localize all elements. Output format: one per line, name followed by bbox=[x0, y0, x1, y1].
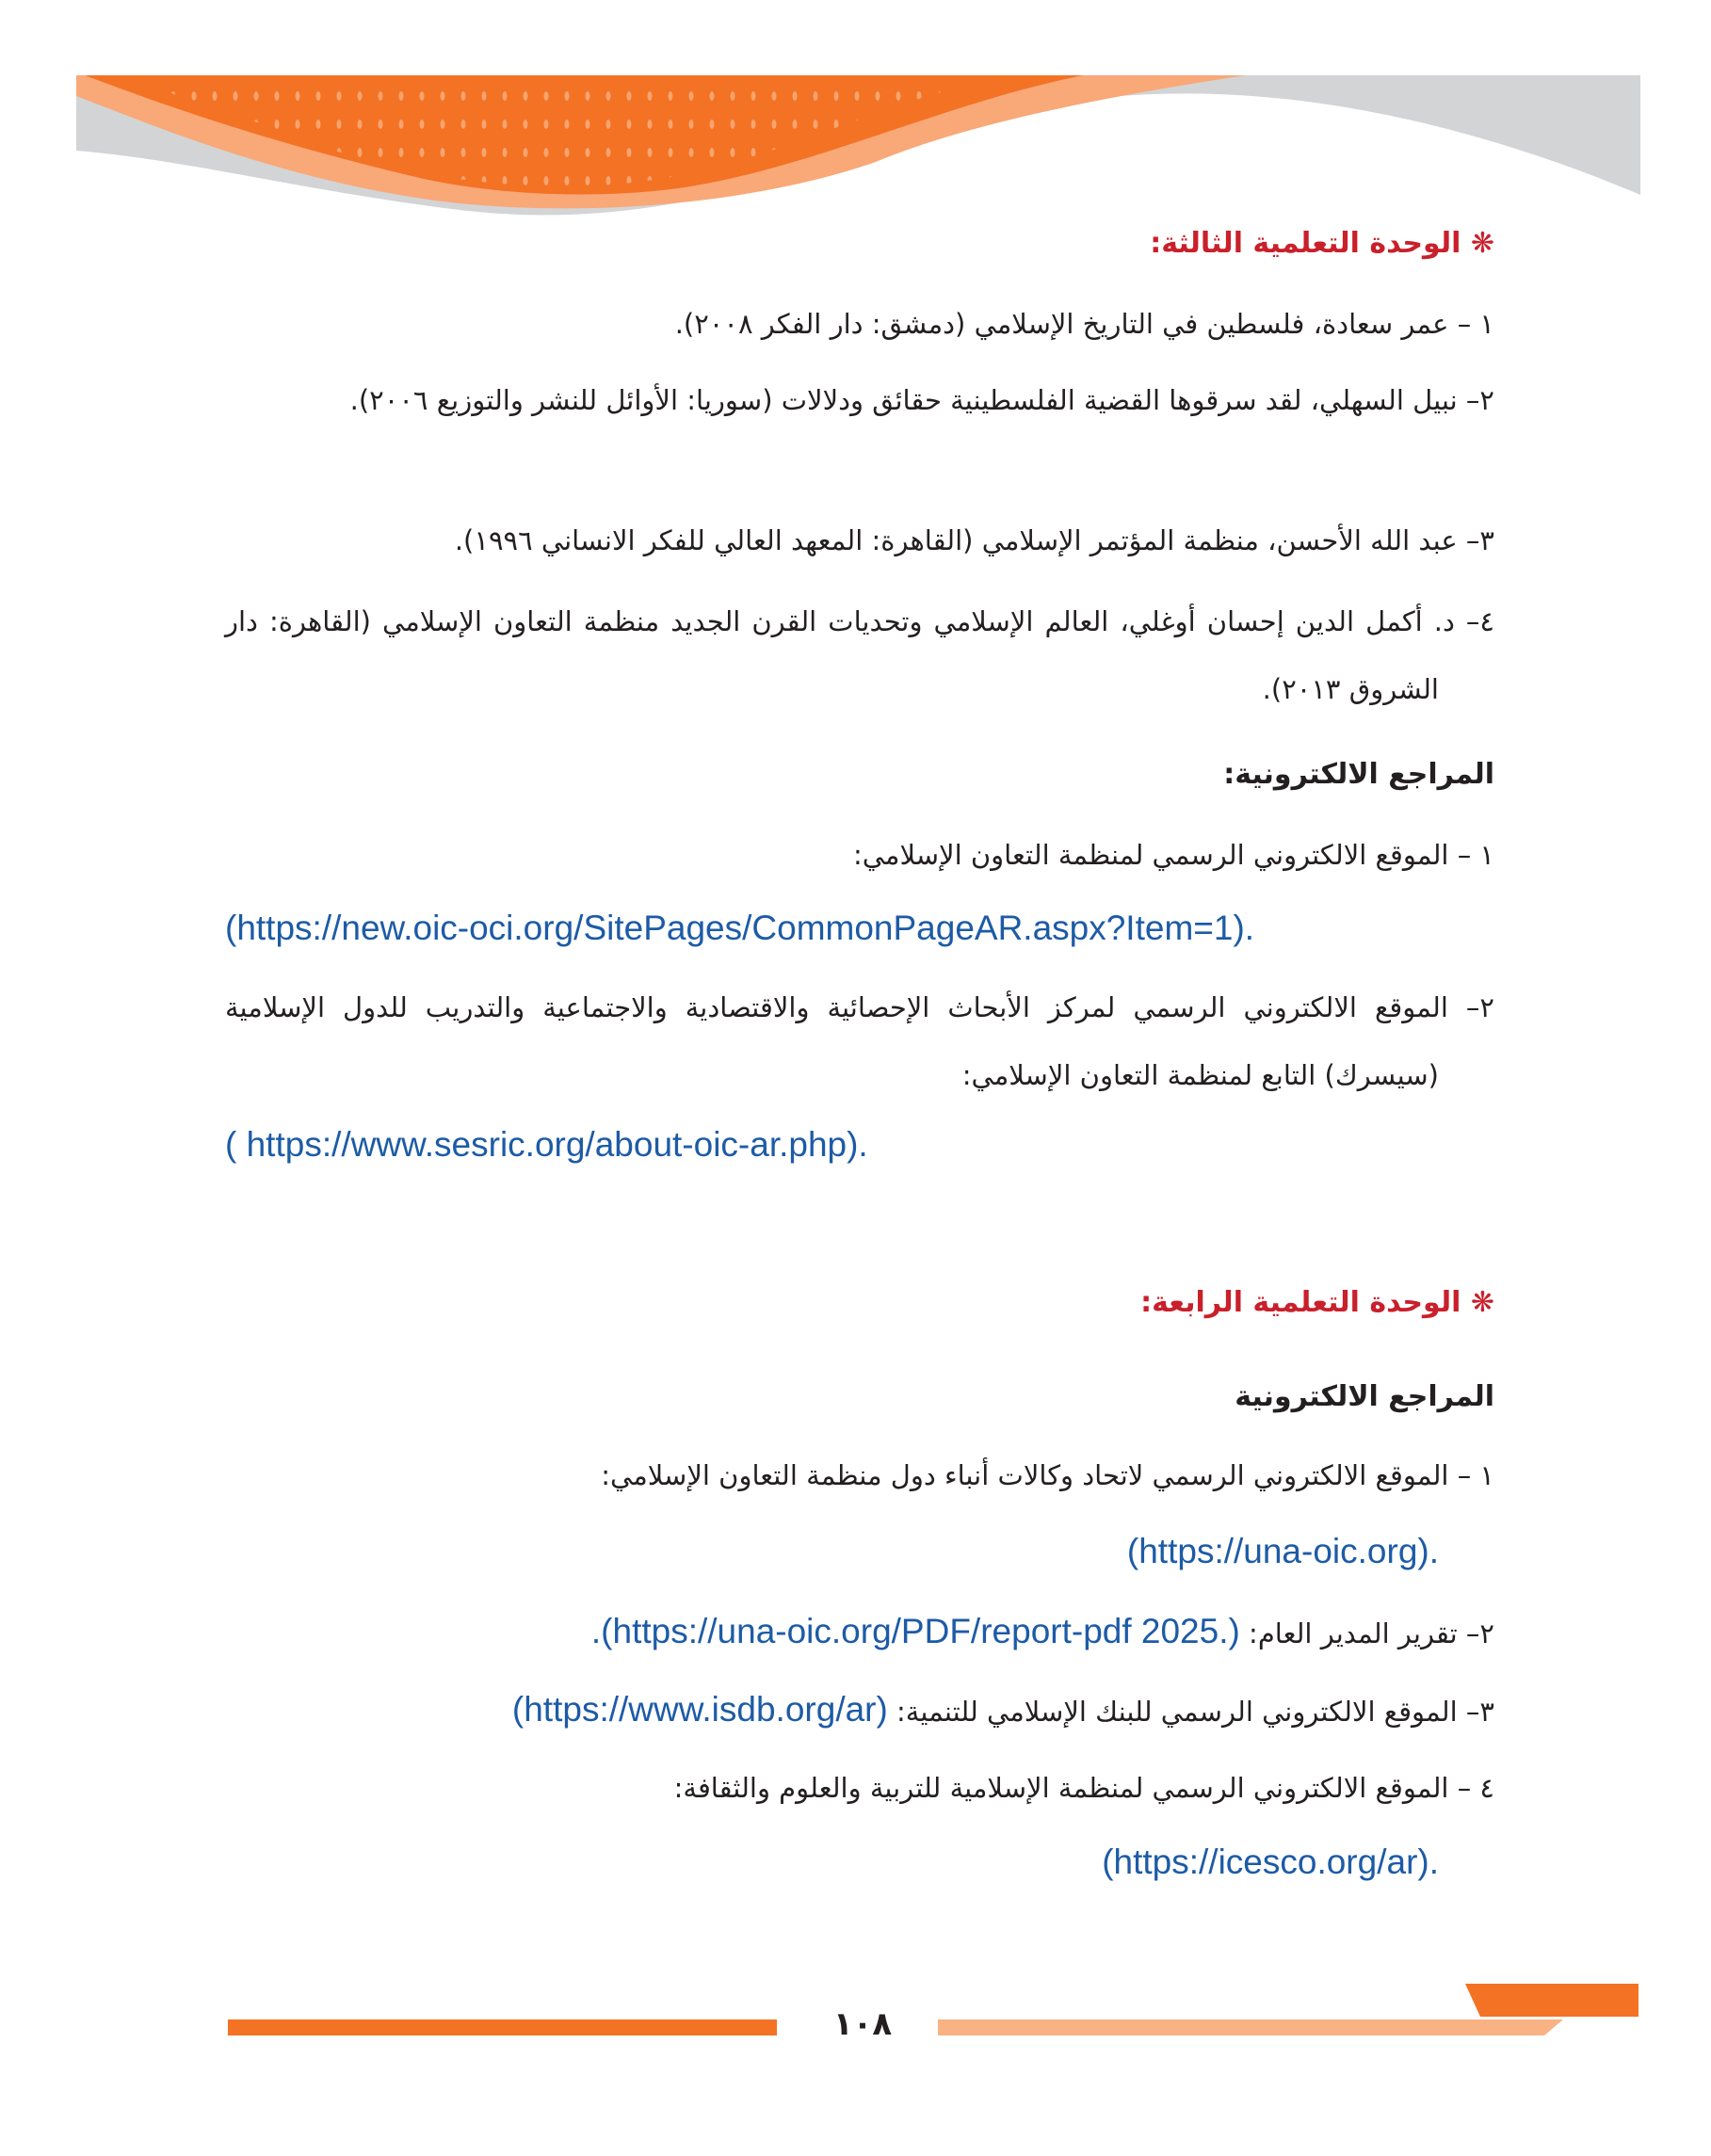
unit4-electronic-3-text: ٣– الموقع الالكتروني الرسمي للبنك الإسلامي للتنمية: bbox=[896, 1696, 1494, 1728]
isdb-link[interactable]: (https://www.isdb.org/ar) bbox=[511, 1690, 888, 1729]
page-number: ١٠٨ bbox=[832, 2005, 893, 2043]
unit3-reference-1: ١ – عمر سعادة، فلسطين في التاريخ الإسلامي (دمشق: دار الفكر ٢٠٠٨). bbox=[674, 308, 1494, 340]
unit3-electronic-heading: المراجع الالكترونية: bbox=[1223, 758, 1494, 791]
unit3-reference-2: ٢– نبيل السهلي، لقد سرقوها القضية الفلسطينية حقائق ودلالات (سوريا: الأوائل للنشر والتوزيع ٢٠٠٦). bbox=[349, 384, 1494, 416]
oic-website-link[interactable]: (https://new.oic-oci.org/SitePages/CommonPageAR.aspx?Item=1). bbox=[225, 909, 1255, 947]
unit4-electronic-3 bbox=[512, 1689, 1494, 1732]
unit4-electronic-heading: المراجع الالكترونية bbox=[1235, 1380, 1494, 1413]
unit4-electronic-4-text: ٤ – الموقع الالكتروني الرسمي لمنظمة الإسلامية للتربية والعلوم والثقافة: bbox=[673, 1772, 1494, 1804]
unit4-electronic-2-text: ٢– تقرير المدير العام: bbox=[1249, 1617, 1494, 1649]
unit3-electronic-2-text: ٢– الموقع الالكتروني الرسمي لمركز الأبحاث الإحصائية والاقتصادية والاجتماعية والتدريب للدول الإسلامية (سيسرك) التابع لمنظمة التعاون الإسلامي: bbox=[225, 991, 1494, 1091]
una-oic-link[interactable]: (https://una-oic.org). bbox=[1126, 1532, 1439, 1570]
footer-orange-tab bbox=[1465, 1984, 1638, 2017]
una-oic-report-link[interactable]: .(https://una-oic.org/PDF/report-pdf 2025.) bbox=[590, 1612, 1240, 1650]
icesco-link[interactable]: (https://icesco.org/ar). bbox=[1102, 1842, 1439, 1881]
unit3-heading: ❋ الوحدة التعلمية الثالثة: bbox=[1150, 227, 1494, 260]
unit3-reference-4: ٤– د. أكمل الدين إحسان أوغلي، العالم الإسلامي وتحديات القرن الجديد منظمة التعاون الإسلامي (القاهرة: دار الشروق ٢٠١٣). bbox=[225, 605, 1494, 705]
unit4-heading: ❋ الوحدة التعلمية الرابعة: bbox=[1140, 1286, 1494, 1319]
footer-right-bar bbox=[938, 2019, 1563, 2035]
unit4-electronic-1-text: ١ – الموقع الالكتروني الرسمي لاتحاد وكالات أنباء دول منظمة التعاون الإسلامي: bbox=[601, 1459, 1494, 1491]
footer-left-bar bbox=[228, 2019, 777, 2035]
unit4-electronic-2 bbox=[591, 1611, 1494, 1654]
header-wave-banner bbox=[0, 0, 1711, 226]
unit3-electronic-1-text: ١ – الموقع الالكتروني الرسمي لمنظمة التعاون الإسلامي: bbox=[852, 839, 1494, 871]
sesric-website-link[interactable]: ( https://www.sesric.org/about-oic-ar.php). bbox=[225, 1125, 868, 1164]
unit3-reference-3: ٣– عبد الله الأحسن، منظمة المؤتمر الإسلامي (القاهرة: المعهد العالي للفكر الانساني ١٩٩٦). bbox=[454, 524, 1494, 556]
